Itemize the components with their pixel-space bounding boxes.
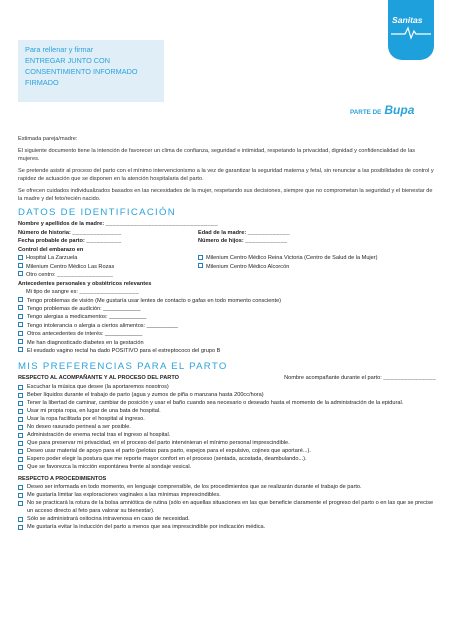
preference-label: Usar mi propia ropa, en lugar de una bata de hospital. bbox=[27, 408, 161, 415]
checkbox[interactable] bbox=[18, 347, 23, 352]
preference-item[interactable] bbox=[18, 407, 436, 415]
checkbox[interactable] bbox=[18, 393, 23, 398]
preference-label: Deseo usar material de apoyo para el parto (pelotas para parto, espejos para el expulsivo, cojines que aportaré...). bbox=[27, 448, 311, 455]
instructions-line: FIRMADO bbox=[25, 78, 59, 87]
field-label: Edad de la madre: bbox=[198, 229, 247, 236]
checkbox[interactable] bbox=[18, 297, 23, 302]
hospital-option[interactable] bbox=[18, 254, 198, 263]
procedure-item[interactable] bbox=[18, 491, 436, 499]
antecedente-label: El exudado vagino rectal ha dado POSITIVO para el estreptococo del grupo B bbox=[27, 347, 221, 354]
antecedente-item[interactable] bbox=[18, 322, 436, 330]
field-blank: _________________ bbox=[79, 289, 140, 295]
procedure-label: No se practicará la rotura de la bolsa amniótica de rutina (sólo en aquellas situaciones en las que beneficie claramente el progreso del parto o en las que se precise un acceso directo al feto para valorar su bienestar). bbox=[27, 500, 434, 515]
checkbox[interactable] bbox=[18, 305, 23, 310]
intro-paragraph: El siguiente documento tiene la intención de favorecer un clima de confianza, seguridad e intimidad, respetando la privacidad, dignidad y confidencialidad de las mujeres. bbox=[18, 148, 416, 162]
checkbox[interactable] bbox=[18, 465, 23, 470]
preference-item[interactable] bbox=[18, 455, 436, 463]
preference-label: Administración de enema rectal tras el ingreso al hospital. bbox=[27, 432, 171, 439]
antecedente-item[interactable] bbox=[18, 305, 436, 313]
procedure-item[interactable] bbox=[18, 483, 436, 491]
procedure-item[interactable] bbox=[18, 523, 436, 531]
checkbox[interactable] bbox=[18, 449, 23, 454]
checkbox[interactable] bbox=[18, 331, 23, 336]
checkbox[interactable] bbox=[18, 493, 23, 498]
checkbox[interactable] bbox=[18, 409, 23, 414]
hospital-label: Milenium Centro Médico Alcorcón bbox=[206, 263, 290, 270]
checkbox[interactable] bbox=[18, 501, 23, 506]
hospital-label: Hospital La Zarzuela bbox=[26, 255, 78, 261]
antecedente-label: Me han diagnosticado diabetes en la gestación bbox=[27, 339, 144, 346]
field-historia[interactable] bbox=[18, 229, 198, 238]
field-hijos[interactable] bbox=[198, 237, 287, 246]
parte-de-text: PARTE DE bbox=[350, 109, 382, 116]
antecedente-label: Tengo problemas de visión (Me gustaría usar lentes de contacto o gafas en todo momento consciente) bbox=[27, 297, 282, 304]
antecedente-item[interactable] bbox=[18, 313, 436, 321]
instructions-box bbox=[18, 40, 164, 102]
hospital-row bbox=[18, 263, 436, 272]
preference-item[interactable] bbox=[18, 383, 436, 391]
antecedente-label: Tengo intolerancia o alergia a ciertos alimentos: __________ bbox=[27, 322, 178, 329]
preference-label: No deseo rasurado perineal a ser posible. bbox=[27, 424, 131, 431]
field-blank: _______________ bbox=[383, 375, 436, 382]
antecedente-item[interactable] bbox=[18, 330, 436, 338]
subsection-heading: RESPECTO A PROCEDIMIENTOS bbox=[18, 476, 107, 483]
instructions-line: CONSENTIMIENTO INFORMADO bbox=[25, 67, 138, 76]
otro-centro-option[interactable] bbox=[18, 271, 436, 280]
procedure-label: Me gustaría limitar las exploraciones vaginales a las mínimas imprescindibles. bbox=[27, 492, 221, 499]
intro-paragraph: Se pretende asistir al proceso del parto con el mínimo intervencionismo a la vez de garantizar la seguridad materna y fetal, sin renunciar a las posibilidades de control y rapidez de actuación que se disponen en la atención hospitalaria del parto. bbox=[18, 168, 434, 182]
procedure-item[interactable] bbox=[18, 515, 436, 523]
antecedente-item[interactable] bbox=[18, 347, 436, 355]
field-edad[interactable] bbox=[198, 229, 290, 238]
field-label: Mi tipo de sangre es: bbox=[26, 289, 78, 295]
checkbox[interactable] bbox=[18, 417, 23, 422]
preference-label: Escuchar la música que desee (la aportaremos nosotros) bbox=[27, 384, 169, 391]
heartbeat-icon bbox=[391, 26, 431, 40]
intro-paragraph: Se ofrecen cuidados individualizados basados en las necesidades de la mujer, respetando sus decisiones, siempre que no comprometan la seguridad y el bienestar de la madre y del feto/recién nacido. bbox=[18, 188, 433, 202]
field-sangre[interactable] bbox=[18, 288, 436, 297]
checkbox[interactable] bbox=[18, 525, 23, 530]
field-row bbox=[18, 229, 436, 238]
preference-label: Espero poder elegir la postura que me reporte mayor confort en el proceso (sentada, acostada, deambulando...). bbox=[27, 456, 307, 463]
hospital-label: Milenium Centro Médico Reina Victoria (Centro de Salud de la Mujer) bbox=[206, 255, 378, 261]
sanitas-logo bbox=[388, 0, 434, 60]
field-blank: ______________ bbox=[72, 229, 122, 236]
field-fecha[interactable] bbox=[18, 237, 198, 246]
checkbox[interactable] bbox=[18, 385, 23, 390]
checkbox[interactable] bbox=[18, 433, 23, 438]
hospital-option[interactable] bbox=[198, 254, 378, 263]
antecedente-item[interactable] bbox=[18, 297, 436, 305]
checkbox[interactable] bbox=[18, 485, 23, 490]
antecedentes-label: Antecedentes personales y obstétricos relevantes bbox=[18, 280, 152, 287]
antecedente-label: Tengo problemas de audición: ____________ bbox=[27, 305, 141, 312]
field-blank: ________________________________ bbox=[105, 221, 219, 227]
antecedente-label: Otros antecedentes de interés: ____________ bbox=[27, 331, 143, 338]
field-blank: __________ bbox=[86, 238, 122, 244]
document-body bbox=[18, 135, 436, 531]
instructions-line: Para rellenar y firmar bbox=[25, 45, 94, 54]
field-label: Fecha probable de parto: bbox=[18, 238, 85, 244]
preference-label: Beber líquidos durante el trabajo de parto (agua y zumos de piña o manzana hasta 200cc/hora) bbox=[27, 392, 264, 399]
preference-item[interactable] bbox=[18, 423, 436, 431]
field-label: Nombre y apellidos de la madre: bbox=[18, 221, 105, 227]
procedure-item[interactable] bbox=[18, 499, 436, 515]
field-label: Nombre acompañante durante el parto: bbox=[284, 375, 382, 382]
procedure-label: Sólo se administrará oxitocina intravenosa en caso de necesidad. bbox=[27, 516, 190, 523]
preference-item[interactable] bbox=[18, 431, 436, 439]
preference-item[interactable] bbox=[18, 399, 436, 407]
preference-item[interactable] bbox=[18, 415, 436, 423]
preference-item[interactable] bbox=[18, 439, 436, 447]
section-title-datos: DATOS DE IDENTIFICACIÓN bbox=[18, 207, 177, 218]
field-blank: ____________ bbox=[245, 238, 288, 244]
checkbox[interactable] bbox=[18, 425, 23, 430]
hospital-option[interactable] bbox=[198, 263, 289, 272]
antecedente-item[interactable] bbox=[18, 339, 436, 347]
checkbox[interactable] bbox=[18, 314, 23, 319]
preference-label: Tener la libertad de caminar, cambiar de posición y usar el baño cuando sea necesario o deseado hasta el momento de la administración de la epidural. bbox=[27, 400, 404, 407]
checkbox[interactable] bbox=[18, 401, 23, 406]
preference-item[interactable] bbox=[18, 463, 436, 471]
checkbox[interactable] bbox=[198, 263, 203, 268]
checkbox[interactable] bbox=[18, 263, 23, 268]
checkbox[interactable] bbox=[18, 441, 23, 446]
section-title-preferencias: MIS PREFERENCIAS PARA EL PARTO bbox=[18, 361, 228, 373]
checkbox[interactable] bbox=[18, 255, 23, 260]
checkbox[interactable] bbox=[198, 255, 203, 260]
preference-item[interactable] bbox=[18, 391, 436, 399]
preference-label: Que para preservar mi privacidad, en el proceso del parto intervinieran el mínimo personal imprescindible. bbox=[27, 440, 290, 447]
procedure-label: Deseo ser informada en todo momento, en lenguaje comprensible, de los procedimientos que se realizarán durante el trabajo de parto. bbox=[27, 484, 362, 491]
preference-item[interactable] bbox=[18, 447, 436, 455]
checkbox[interactable] bbox=[18, 322, 23, 327]
acompanante-header bbox=[18, 374, 436, 383]
preference-label: Que se favorezca la micción espontánea frente al sondaje vesical. bbox=[27, 464, 192, 471]
procedure-label: Me gustaría evitar la inducción del parto a menos que sea imprescindible por indicación médica. bbox=[27, 524, 266, 531]
sanitas-brand-text: Sanitas bbox=[392, 15, 423, 25]
field-label: Número de hijos: bbox=[198, 238, 244, 244]
subsection-heading: RESPECTO AL ACOMPAÑANTE Y AL PROCESO DEL PARTO bbox=[18, 375, 179, 382]
field-label: Número de historia: bbox=[18, 229, 71, 236]
hospital-label: Milenium Centro Médico Las Rozas bbox=[26, 263, 115, 270]
preference-label: Usar la ropa facilitada por el hospital al ingreso. bbox=[27, 416, 145, 423]
hospital-option[interactable] bbox=[18, 263, 198, 272]
control-label: Control del embarazo en bbox=[18, 246, 84, 253]
antecedente-label: Tengo alergias a medicamentos: ____________ bbox=[27, 314, 147, 321]
instructions-line: ENTREGAR JUNTO CON bbox=[25, 56, 111, 65]
field-acompanante[interactable] bbox=[284, 374, 436, 383]
bupa-tagline bbox=[350, 103, 414, 117]
field-row bbox=[18, 237, 436, 246]
checkbox[interactable] bbox=[18, 517, 23, 522]
otro-centro-label: Otro centro: bbox=[26, 272, 56, 278]
greeting: Estimada pareja/madre: bbox=[18, 136, 78, 142]
hospital-row bbox=[18, 254, 436, 263]
checkbox[interactable] bbox=[18, 271, 23, 276]
bupa-logo-text: Bupa bbox=[384, 103, 415, 117]
checkbox[interactable] bbox=[18, 339, 23, 344]
checkbox[interactable] bbox=[18, 457, 23, 462]
field-blank: ________________ bbox=[57, 272, 114, 278]
field-nombre[interactable] bbox=[18, 220, 436, 229]
field-blank: ____________ bbox=[247, 229, 290, 236]
